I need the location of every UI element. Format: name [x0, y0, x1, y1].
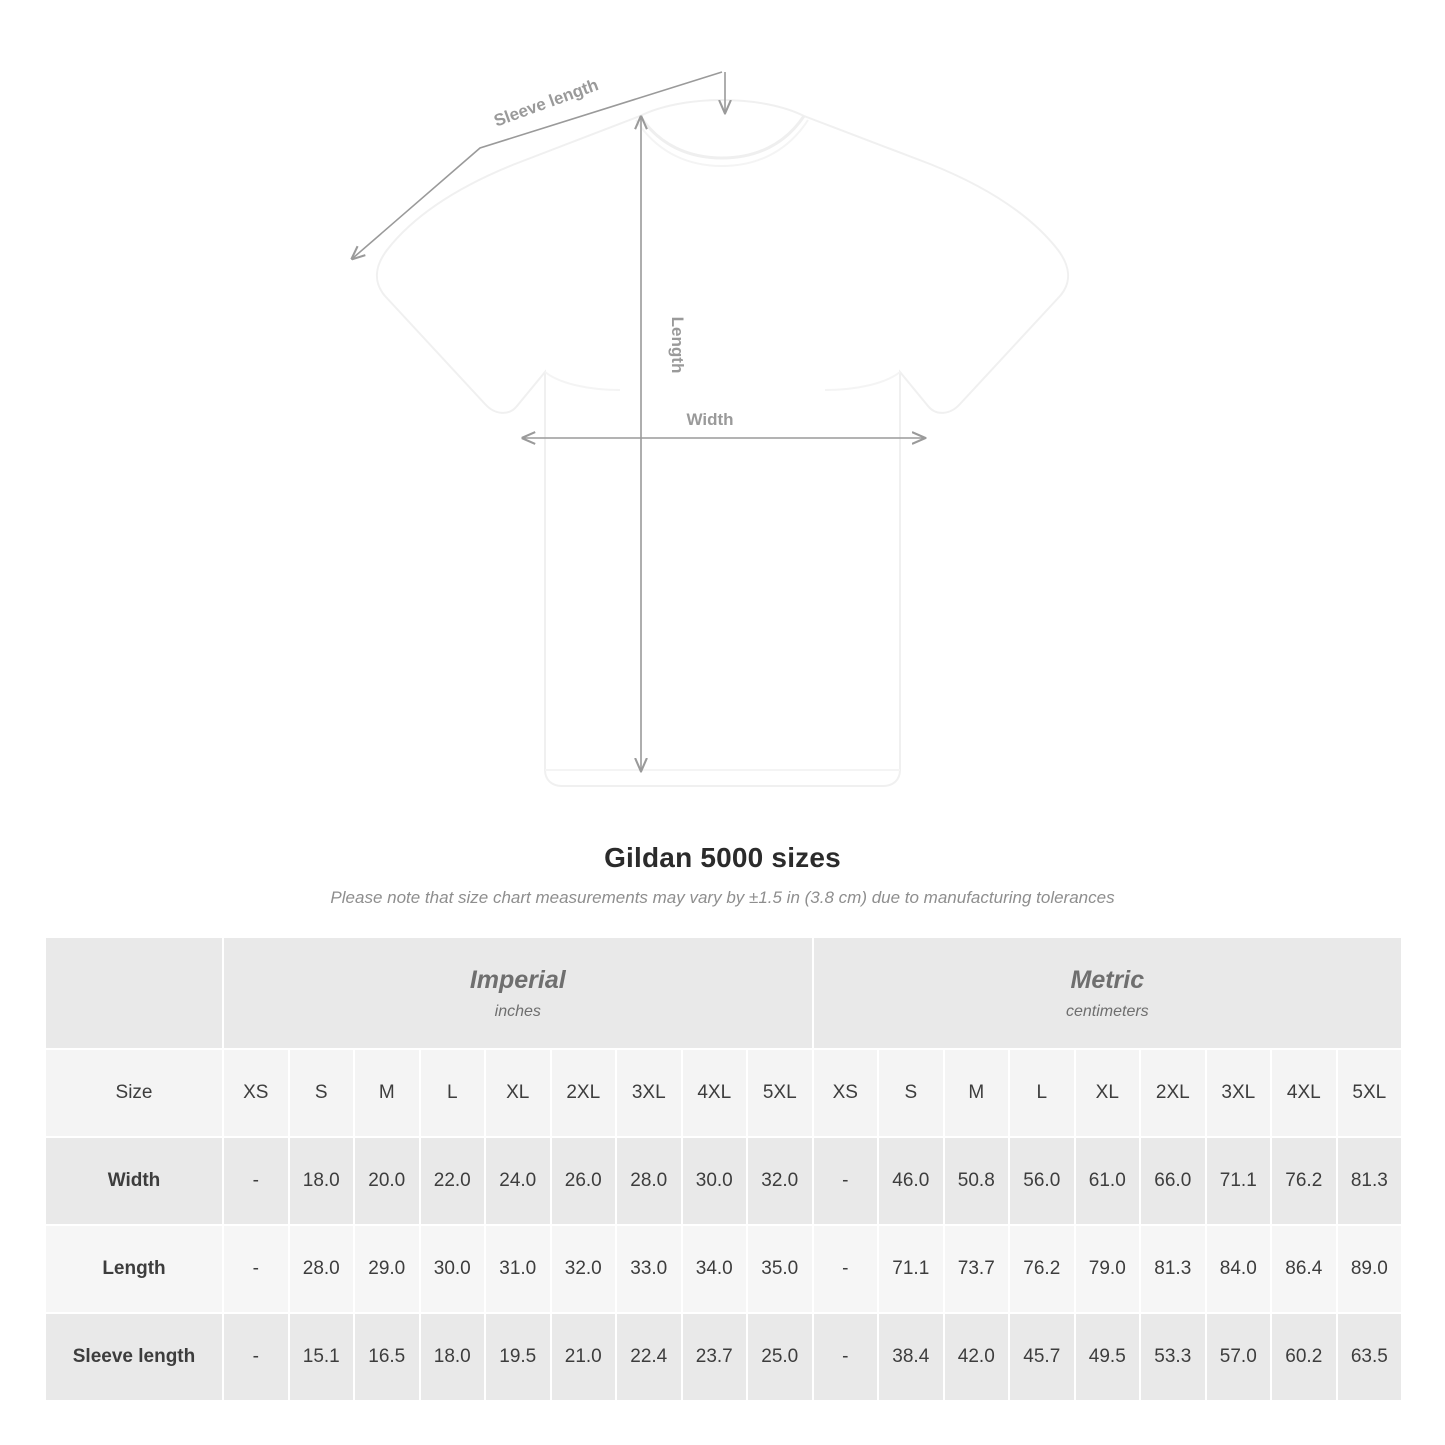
- sleeve-imperial-l: 18.0: [420, 1313, 486, 1401]
- size-header-metric-m: M: [944, 1049, 1010, 1137]
- length-imperial-3xl: 33.0: [616, 1225, 682, 1313]
- size-header-imperial-xs: XS: [223, 1049, 289, 1137]
- sleeve-imperial-xs: -: [223, 1313, 289, 1401]
- size-header-metric-3xl: 3XL: [1206, 1049, 1272, 1137]
- width-imperial-m: 20.0: [354, 1137, 420, 1225]
- width-metric-4xl: 76.2: [1271, 1137, 1337, 1225]
- row-label-width: Width: [45, 1137, 223, 1225]
- width-metric-xs: -: [813, 1137, 879, 1225]
- width-metric-2xl: 66.0: [1140, 1137, 1206, 1225]
- sleeve-imperial-2xl: 21.0: [551, 1313, 617, 1401]
- width-imperial-2xl: 26.0: [551, 1137, 617, 1225]
- size-header-label: Size: [45, 1049, 223, 1137]
- size-header-metric-l: L: [1009, 1049, 1075, 1137]
- length-metric-l: 76.2: [1009, 1225, 1075, 1313]
- length-metric-m: 73.7: [944, 1225, 1010, 1313]
- sleeve-metric-4xl: 60.2: [1271, 1313, 1337, 1401]
- unit-metric-name: Metric: [1070, 965, 1145, 994]
- table-row: [45, 1225, 1402, 1313]
- width-metric-s: 46.0: [878, 1137, 944, 1225]
- unit-imperial-cell: [223, 937, 813, 1049]
- length-imperial-2xl: 32.0: [551, 1225, 617, 1313]
- size-header-imperial-l: L: [420, 1049, 486, 1137]
- length-imperial-s: 28.0: [289, 1225, 355, 1313]
- sleeve-imperial-3xl: 22.4: [616, 1313, 682, 1401]
- width-imperial-4xl: 30.0: [682, 1137, 748, 1225]
- length-metric-xl: 79.0: [1075, 1225, 1141, 1313]
- size-header-imperial-xl: XL: [485, 1049, 551, 1137]
- width-imperial-5xl: 32.0: [747, 1137, 813, 1225]
- sleeve-metric-5xl: 63.5: [1337, 1313, 1403, 1401]
- sleeve-metric-l: 45.7: [1009, 1313, 1075, 1401]
- length-imperial-l: 30.0: [420, 1225, 486, 1313]
- width-metric-l: 56.0: [1009, 1137, 1075, 1225]
- sleeve-imperial-s: 15.1: [289, 1313, 355, 1401]
- width-imperial-l: 22.0: [420, 1137, 486, 1225]
- tshirt-shape: [377, 100, 1068, 786]
- sleeve-imperial-xl: 19.5: [485, 1313, 551, 1401]
- title-block: [0, 842, 1445, 908]
- width-metric-5xl: 81.3: [1337, 1137, 1403, 1225]
- width-imperial-3xl: 28.0: [616, 1137, 682, 1225]
- sleeve-metric-s: 38.4: [878, 1313, 944, 1401]
- unit-imperial-sub: inches: [494, 1002, 541, 1020]
- width-metric-m: 50.8: [944, 1137, 1010, 1225]
- sleeve-length-label: Sleeve length: [491, 75, 601, 131]
- width-metric-xl: 61.0: [1075, 1137, 1141, 1225]
- length-label: Length: [668, 316, 687, 374]
- length-metric-2xl: 81.3: [1140, 1225, 1206, 1313]
- width-label: Width: [686, 410, 734, 429]
- width-metric-3xl: 71.1: [1206, 1137, 1272, 1225]
- unit-metric-sub: centimeters: [1065, 1002, 1149, 1020]
- length-metric-s: 71.1: [878, 1225, 944, 1313]
- size-header-metric-5xl: 5XL: [1337, 1049, 1403, 1137]
- sleeve-imperial-4xl: 23.7: [682, 1313, 748, 1401]
- length-imperial-m: 29.0: [354, 1225, 420, 1313]
- size-header-imperial-4xl: 4XL: [682, 1049, 748, 1137]
- unit-header-row: [45, 937, 1402, 1049]
- size-header-metric-4xl: 4XL: [1271, 1049, 1337, 1137]
- unit-metric-cell: [813, 937, 1403, 1049]
- length-metric-xs: -: [813, 1225, 879, 1313]
- length-metric-4xl: 86.4: [1271, 1225, 1337, 1313]
- width-imperial-xl: 24.0: [485, 1137, 551, 1225]
- length-metric-5xl: 89.0: [1337, 1225, 1403, 1313]
- length-imperial-5xl: 35.0: [747, 1225, 813, 1313]
- length-imperial-4xl: 34.0: [682, 1225, 748, 1313]
- sleeve-metric-3xl: 57.0: [1206, 1313, 1272, 1401]
- size-header-imperial-5xl: 5XL: [747, 1049, 813, 1137]
- size-header-imperial-m: M: [354, 1049, 420, 1137]
- length-imperial-xl: 31.0: [485, 1225, 551, 1313]
- sleeve-metric-xs: -: [813, 1313, 879, 1401]
- page-title: Gildan 5000 sizes: [604, 842, 841, 873]
- size-header-row: [45, 1049, 1402, 1137]
- table-row: [45, 1313, 1402, 1401]
- table-row: [45, 1137, 1402, 1225]
- size-table-wrapper: [44, 936, 1401, 1402]
- size-header-imperial-s: S: [289, 1049, 355, 1137]
- size-header-metric-xs: XS: [813, 1049, 879, 1137]
- tolerance-note: Please note that size chart measurements may vary by ±1.5 in (3.8 cm) due to manufacturing tolerances: [330, 888, 1115, 907]
- sleeve-metric-xl: 49.5: [1075, 1313, 1141, 1401]
- row-label-sleeve-length: Sleeve length: [45, 1313, 223, 1401]
- width-imperial-s: 18.0: [289, 1137, 355, 1225]
- size-header-imperial-3xl: 3XL: [616, 1049, 682, 1137]
- size-header-metric-s: S: [878, 1049, 944, 1137]
- sleeve-metric-2xl: 53.3: [1140, 1313, 1206, 1401]
- length-metric-3xl: 84.0: [1206, 1225, 1272, 1313]
- size-table: [44, 936, 1403, 1402]
- size-header-metric-2xl: 2XL: [1140, 1049, 1206, 1137]
- sleeve-imperial-m: 16.5: [354, 1313, 420, 1401]
- size-header-metric-xl: XL: [1075, 1049, 1141, 1137]
- sleeve-metric-m: 42.0: [944, 1313, 1010, 1401]
- width-imperial-xs: -: [223, 1137, 289, 1225]
- unit-corner-cell: [45, 937, 223, 1049]
- length-imperial-xs: -: [223, 1225, 289, 1313]
- size-header-imperial-2xl: 2XL: [551, 1049, 617, 1137]
- sleeve-imperial-5xl: 25.0: [747, 1313, 813, 1401]
- unit-imperial-name: Imperial: [469, 965, 566, 994]
- row-label-length: Length: [45, 1225, 223, 1313]
